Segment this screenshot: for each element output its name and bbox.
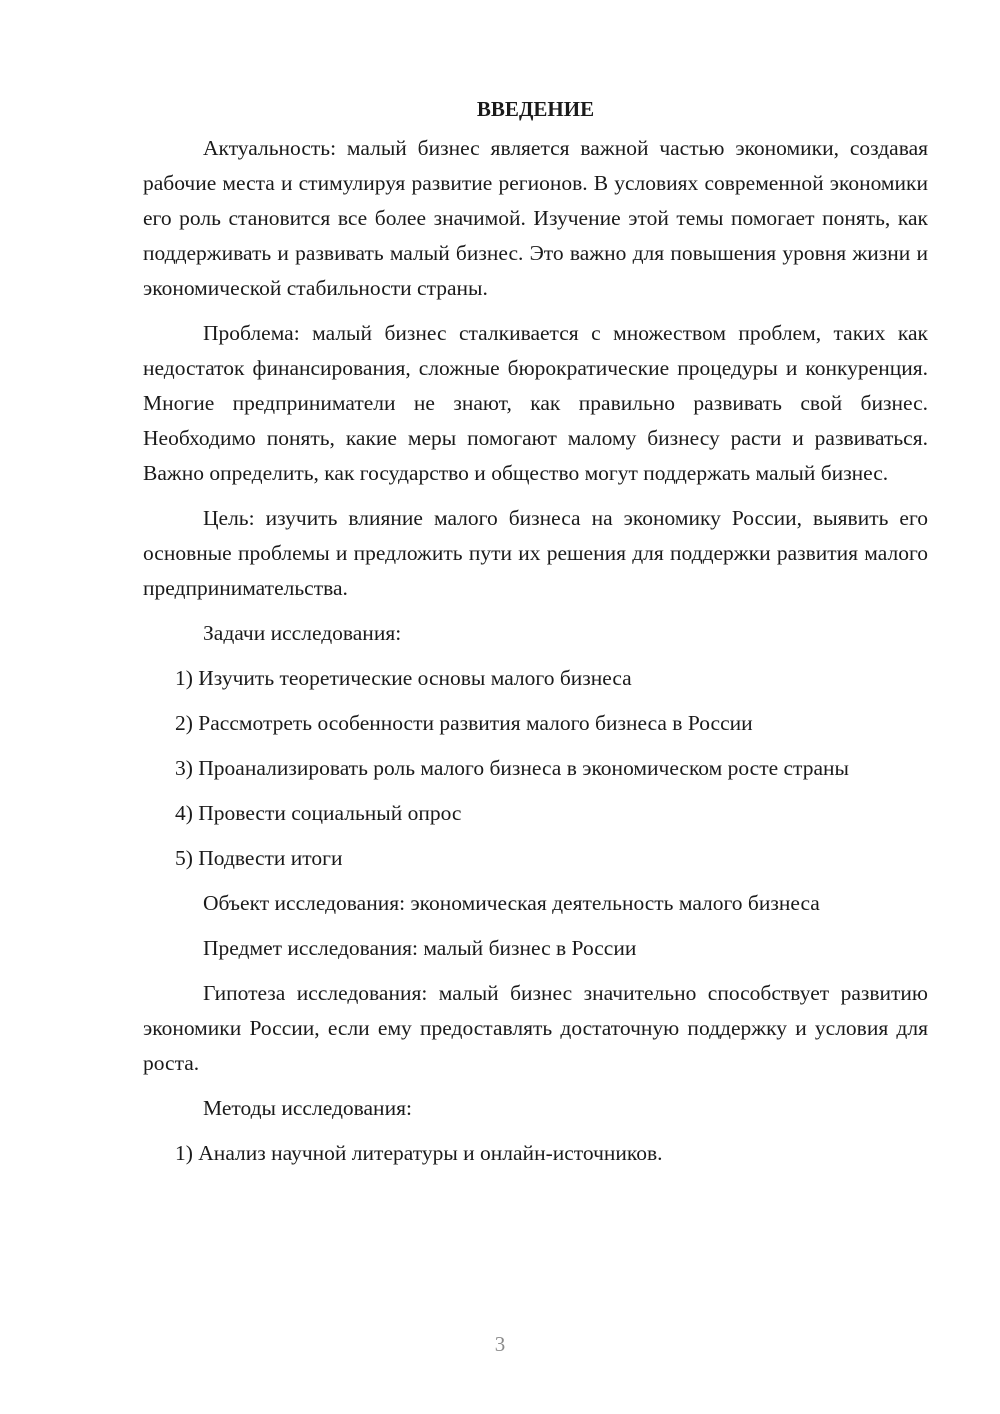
paragraph-problem: Проблема: малый бизнес сталкивается с множеством проблем, таких как недостаток финансирования, сложные бюрократические процедуры и конкуренция. Многие предприниматели не знают, как правильно развивать свой бизнес. Необходимо понять, какие меры помогают малому бизнесу расти и развиваться. Важно определить, как государство и общество могут поддержать малый бизнес. bbox=[143, 321, 928, 485]
research-object: Объект исследования: экономическая деятельность малого бизнеса bbox=[203, 891, 820, 915]
task-item-1: 1) Изучить теоретические основы малого бизнеса bbox=[175, 666, 632, 690]
methods-heading: Методы исследования: bbox=[203, 1096, 412, 1120]
tasks-heading: Задачи исследования: bbox=[203, 621, 402, 645]
task-item-4: 4) Провести социальный опрос bbox=[175, 801, 462, 825]
paragraph-relevance: Актуальность: малый бизнес является важной частью экономики, создавая рабочие места и стимулируя развитие регионов. В условиях современной экономики его роль становится все более значимой. Изучение этой темы помогает понять, как поддерживать и развивать малый бизнес. Это важно для повышения уровня жизни и экономической стабильности страны. bbox=[143, 136, 928, 300]
method-item-1: 1) Анализ научной литературы и онлайн-источников. bbox=[175, 1141, 663, 1165]
research-hypothesis: Гипотеза исследования: малый бизнес значительно способствует развитию экономики России, если ему предоставлять достаточную поддержку и условия для роста. bbox=[143, 981, 928, 1075]
document-page bbox=[143, 92, 928, 1181]
paragraph-goal: Цель: изучить влияние малого бизнеса на экономику России, выявить его основные проблемы и предложить пути их решения для поддержки развития малого предпринимательства. bbox=[143, 506, 928, 600]
task-item-5: 5) Подвести итоги bbox=[175, 846, 343, 870]
research-subject: Предмет исследования: малый бизнес в России bbox=[203, 936, 637, 960]
task-item-3: 3) Проанализировать роль малого бизнеса в экономическом росте страны bbox=[175, 756, 849, 780]
task-item-2: 2) Рассмотреть особенности развития малого бизнеса в России bbox=[175, 711, 753, 735]
section-title: ВВЕДЕНИЕ bbox=[476, 97, 595, 121]
page-number: 3 bbox=[494, 1332, 506, 1356]
